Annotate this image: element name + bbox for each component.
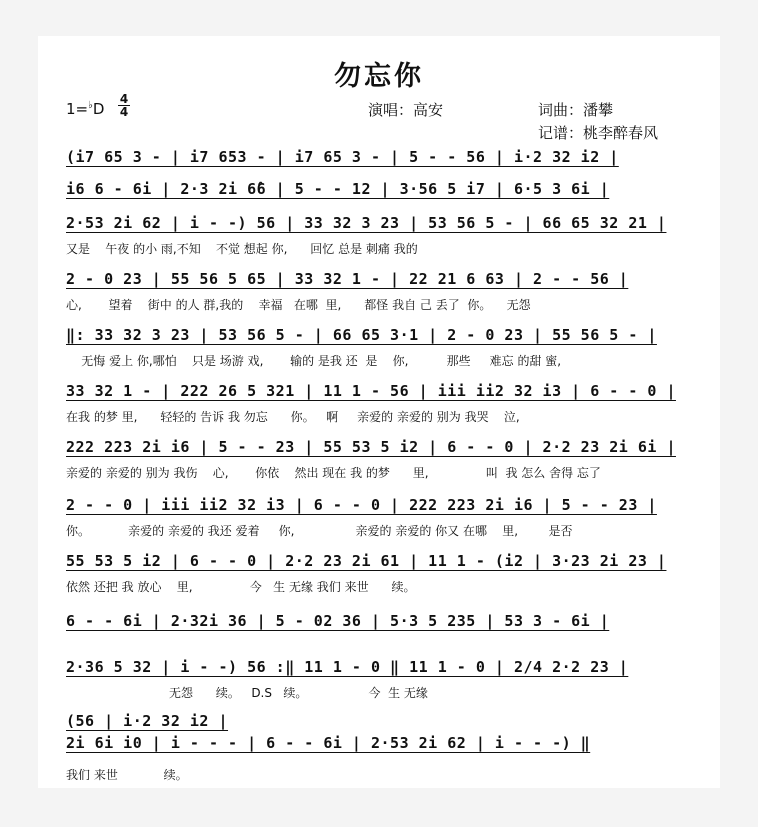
lyric-line: 无怨 续。 D.S 续。 今 生 无缘 bbox=[66, 686, 428, 700]
jianpu-notes: 6 - - 6i | 2·32i 36 | 5 - 02 36 | 5·3 5 235 | 53 3 - 6i | bbox=[66, 612, 610, 630]
lyric-line: 你。 亲爱的 亲爱的 我还 爱着 你, 亲爱的 亲爱的 你又 在哪 里, 是否 bbox=[66, 524, 573, 538]
jianpu-notes: 2 - 0 23 | 55 56 5 65 | 33 32 1 - | 22 21 6 63 | 2 - - 56 | bbox=[66, 270, 629, 288]
jianpu-notes: 2·53 2i 62 | i - -) 56 | 33 32 3 23 | 53 56 5 - | 66 65 32 21 | bbox=[66, 214, 667, 232]
score-line bbox=[66, 214, 686, 272]
jianpu-notes: ‖: 33 32 3 23 | 53 56 5 - | 66 65 3·1 | 2 - 0 23 | 55 56 5 - | bbox=[66, 326, 657, 344]
lyric-line: 依然 还把 我 放心 里, 今 生 无缘 我们 来世 续。 bbox=[66, 580, 416, 594]
key-signature bbox=[66, 100, 104, 118]
song-title: 勿忘你 bbox=[334, 61, 424, 92]
time-bottom: 4 bbox=[119, 105, 129, 119]
score-line bbox=[66, 382, 686, 440]
score-line bbox=[66, 438, 686, 496]
lyric-line: 在我 的梦 里, 轻轻的 告诉 我 勿忘 你。 啊 亲爱的 亲爱的 别为 我哭 泣, bbox=[66, 410, 520, 424]
lyric-line: 无悔 爱上 你,哪怕 只是 场游 戏, 输的 是我 还 是 你, 那些 难忘 的甜 蜜, bbox=[66, 354, 562, 368]
jianpu-notes: 2 - - 0 | iii ii2 32 i3 | 6 - - 0 | 222 223 2i i6 | 5 - - 23 | bbox=[66, 496, 657, 514]
lyric-line: 心, 望着 街中 的人 群,我的 幸福 在哪 里, 都怪 我自 己 丢了 你。 无怨 bbox=[66, 298, 531, 312]
time-signature bbox=[118, 93, 130, 118]
score-line bbox=[66, 496, 686, 554]
lyric-line: 亲爱的 亲爱的 别为 我伤 心, 你依 然出 现在 我 的梦 里, 叫 我 怎么 舍得 忘了 bbox=[66, 466, 601, 480]
jianpu-notes: 2·36 5 32 | i - -) 56 :‖ 11 1 - 0 ‖ 11 1 - 0 | 2/4 2·2 23 | bbox=[66, 658, 629, 676]
flat-sign: ♭ bbox=[88, 100, 93, 111]
time-top: 4 bbox=[119, 92, 129, 106]
key-prefix: 1= bbox=[66, 100, 89, 118]
key-note: D bbox=[92, 100, 105, 118]
composer-credit: 词曲：潘攀 bbox=[538, 101, 614, 119]
jianpu-notes: 55 53 5 i2 | 6 - - 0 | 2·2 23 2i 61 | 11 1 - (i2 | 3·23 2i 23 | bbox=[66, 552, 667, 570]
score-line bbox=[66, 712, 686, 782]
score-line bbox=[66, 658, 686, 716]
singer-credit: 演唱：高安 bbox=[368, 101, 444, 119]
transcriber-credit: 记谱：桃李醉春风 bbox=[538, 124, 659, 142]
lyric-line: 又是 午夜 的小 雨,不知 不觉 想起 你, 回忆 总是 刺痛 我的 bbox=[66, 242, 418, 256]
jianpu-notes: i6 6 - 6i | 2·3 2i 6̂6 | 5 - - 12 | 3·56 5 i7 | 6·5 3 6i | bbox=[66, 180, 610, 198]
jianpu-notes: (i7 65 3 - | i7 653 - | i7 65 3 - | 5 - - 56 | i·2 32 i2 | bbox=[66, 148, 619, 166]
jianpu-notes: (56 | i·2 32 i2 | 2i 6i i0 | i - - - | 6 - - 6i | 2·53 2i 62 | i - - -) ‖ bbox=[66, 712, 591, 752]
jianpu-notes: 222 223 2i i6 | 5 - - 23 | 55 53 5 i2 | 6 - - 0 | 2·2 23 2i 6i | bbox=[66, 438, 676, 456]
score-line bbox=[66, 552, 686, 610]
lyric-line: 我们 来世 续。 bbox=[66, 768, 188, 782]
score-line bbox=[66, 326, 686, 384]
jianpu-notes: 33 32 1 - | 222 26 5 321 | 11 1 - 56 | iii ii2 32 i3 | 6 - - 0 | bbox=[66, 382, 676, 400]
score-line bbox=[66, 270, 686, 328]
